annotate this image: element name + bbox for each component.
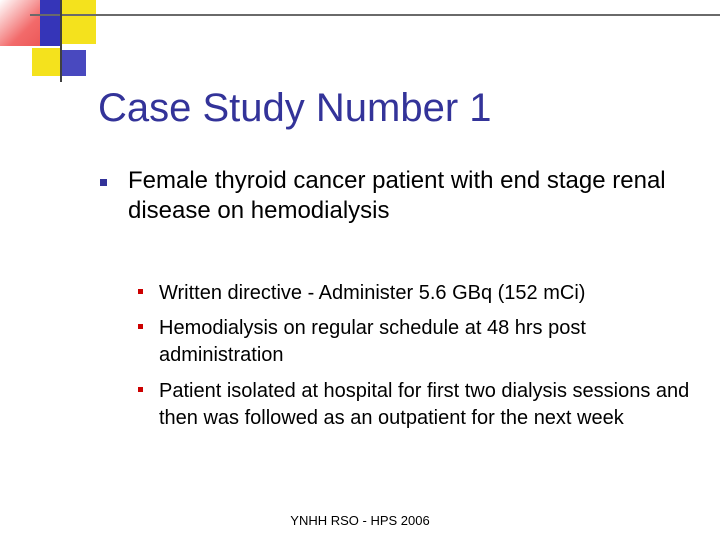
decorative-yellow-square-small — [32, 48, 60, 76]
square-bullet-icon — [138, 289, 143, 294]
sub-bullet-item — [138, 315, 698, 369]
square-bullet-icon — [138, 324, 143, 329]
decorative-horizontal-line — [30, 14, 720, 16]
sub-bullet-text: Written directive - Administer 5.6 GBq (152 mCi) — [159, 282, 586, 304]
decorative-blue-square-small — [62, 50, 86, 76]
slide-footer: YNHH RSO - HPS 2006 — [290, 513, 430, 528]
sub-bullet-text: Hemodialysis on regular schedule at 48 hrs post administration — [159, 317, 586, 366]
main-bullet-text: Female thyroid cancer patient with end stage renal disease on hemodialysis — [128, 167, 666, 224]
slide-title: Case Study Number 1 — [98, 86, 492, 130]
square-bullet-icon — [138, 387, 143, 392]
sub-bullet-item — [138, 378, 698, 432]
square-bullet-icon — [100, 179, 107, 186]
decorative-blue-bar — [40, 0, 60, 46]
main-bullet-item — [100, 166, 700, 226]
sub-bullet-item — [138, 280, 698, 307]
sub-bullet-text: Patient isolated at hospital for first two dialysis sessions and then was followed as an outpatient for the next week — [159, 380, 690, 429]
decorative-vertical-line — [60, 0, 62, 82]
